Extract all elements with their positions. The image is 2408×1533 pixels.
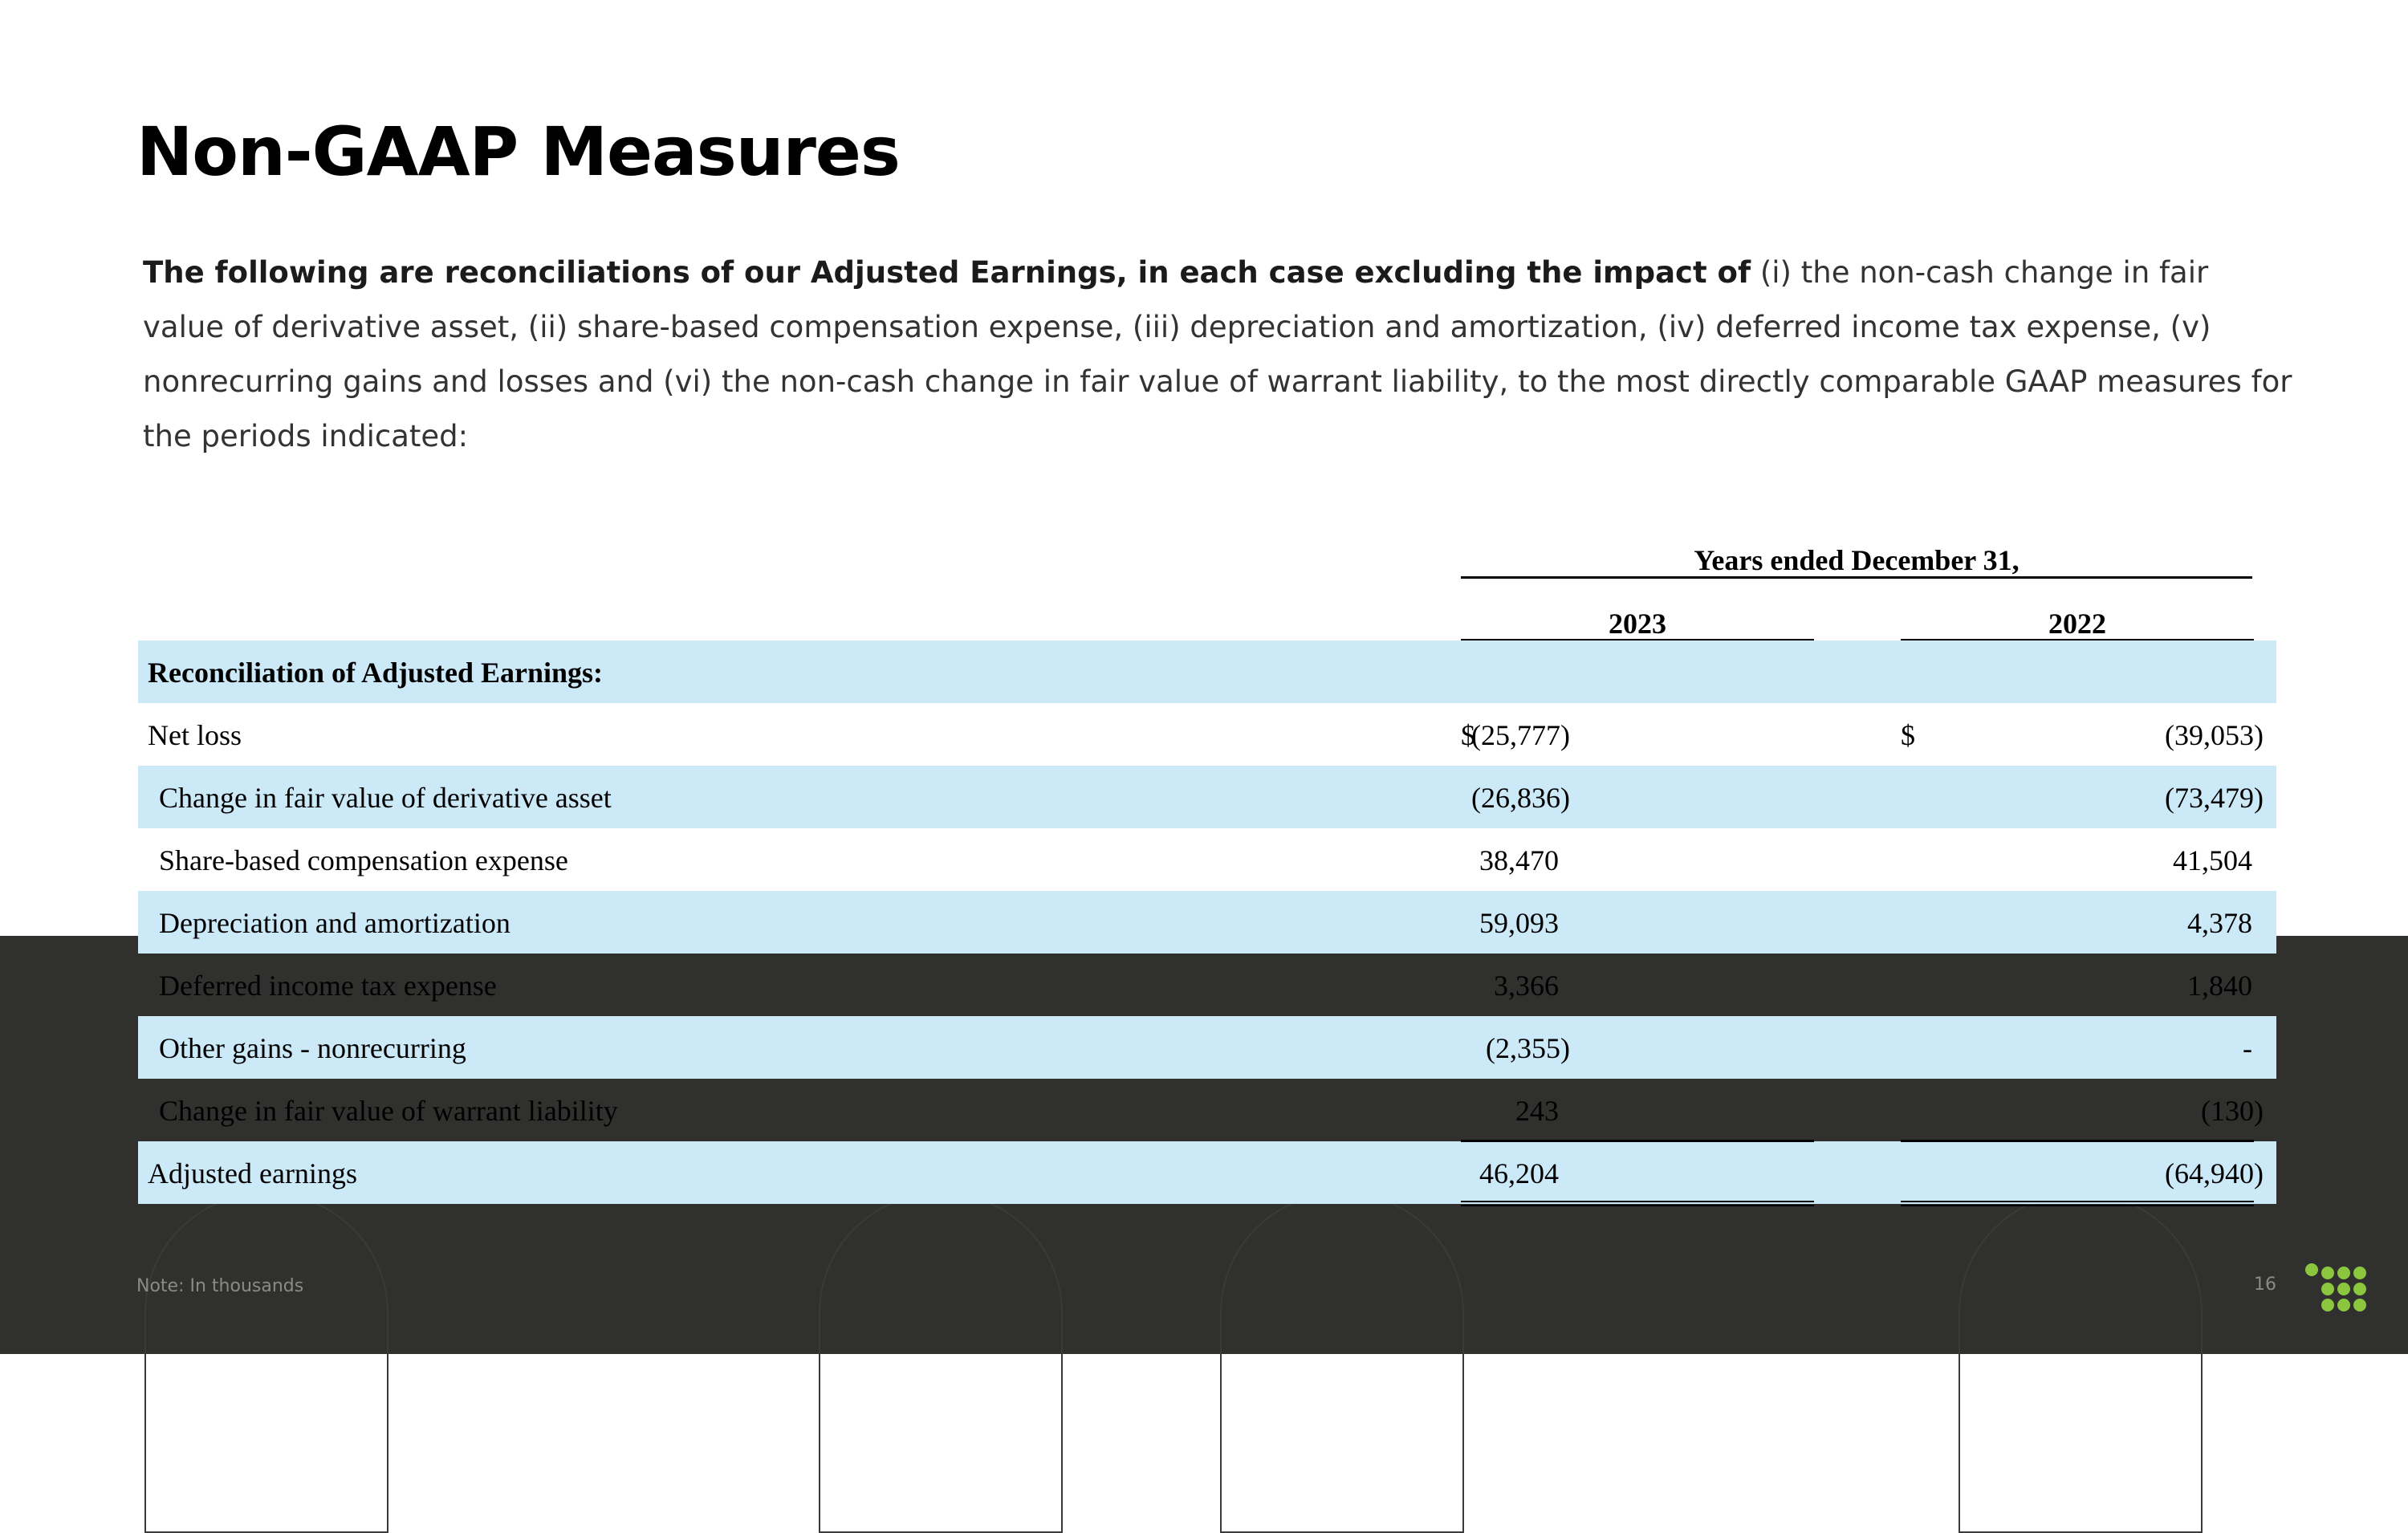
value-2023: 38,470 xyxy=(1479,844,1559,876)
row-label: Adjusted earnings xyxy=(148,1157,357,1189)
footnote: Note: In thousands xyxy=(136,1276,304,1296)
table-row xyxy=(138,891,2276,954)
value-2023: 46,204 xyxy=(1479,1157,1559,1189)
total-row xyxy=(138,1141,2276,1204)
page-title: Non-GAAP Measures xyxy=(136,112,900,191)
table-row xyxy=(138,766,2276,828)
table-body xyxy=(138,640,2276,1204)
value-2022: (73,479) xyxy=(2165,782,2264,814)
table-row xyxy=(138,828,2276,891)
intro-paragraph xyxy=(143,246,2294,464)
value-2022: 1,840 xyxy=(2187,970,2252,1002)
subtotal-rule xyxy=(1901,1140,2254,1142)
row-label: Share-based compensation expense xyxy=(159,844,568,876)
background-arch xyxy=(1959,1193,2203,1533)
period-header: Years ended December 31, xyxy=(1461,538,2252,579)
background-arch xyxy=(144,1193,388,1533)
row-label: Deferred income tax expense xyxy=(159,970,497,1002)
column-header-2023: 2023 xyxy=(1461,600,1814,641)
value-2022: - xyxy=(2243,1032,2252,1064)
row-label: Net loss xyxy=(148,719,242,751)
value-2023: 59,093 xyxy=(1479,907,1559,939)
subtotal-rule xyxy=(1461,1140,1814,1142)
value-2023: (2,355) xyxy=(1486,1032,1570,1064)
table-row xyxy=(138,954,2276,1016)
value-2022: (64,940) xyxy=(2165,1157,2264,1189)
value-2023: 3,366 xyxy=(1494,970,1559,1002)
total-double-rule xyxy=(1461,1201,1814,1206)
row-label: Change in fair value of derivative asset xyxy=(159,782,612,814)
value-2023: 243 xyxy=(1515,1095,1559,1127)
value-2022: (130) xyxy=(2201,1095,2264,1127)
row-label: Change in fair value of warrant liability xyxy=(159,1095,618,1127)
table-row xyxy=(138,1079,2276,1141)
currency-symbol: $ xyxy=(1461,719,1475,751)
table-row xyxy=(138,703,2276,766)
row-label: Other gains - nonrecurring xyxy=(159,1032,466,1064)
row-label: Depreciation and amortization xyxy=(159,907,510,939)
total-double-rule xyxy=(1901,1201,2254,1206)
value-2022: 4,378 xyxy=(2187,907,2252,939)
page-number: 16 xyxy=(2254,1275,2276,1295)
currency-symbol: $ xyxy=(1901,719,1915,751)
value-2022: (39,053) xyxy=(2165,719,2264,751)
column-header-2022: 2022 xyxy=(1901,600,2254,641)
background-arch xyxy=(1220,1193,1464,1533)
table-row xyxy=(138,1016,2276,1079)
company-logo-icon xyxy=(2305,1263,2366,1311)
value-2023: (25,777) xyxy=(1471,719,1570,751)
section-label: Reconciliation of Adjusted Earnings: xyxy=(148,657,604,689)
intro-bold-text: The following are reconciliations of our Adjusted Earnings, in each case excluding the impact of xyxy=(143,255,1751,290)
value-2022: 41,504 xyxy=(2173,844,2252,876)
background-arch xyxy=(819,1193,1063,1533)
section-header-row xyxy=(138,640,2276,703)
intro-text: (i) the non-cash change in fair value of derivative asset, (ii) share-based compensation expense, (iii) depreciation and amortization, (iv) deferred income tax expense, (v) nonrecurring gains and losses and (vi) the non-cash change in fair value of warrant liability, to the most directly comparable GAAP measures for the periods indicated: xyxy=(143,255,2292,453)
value-2023: (26,836) xyxy=(1471,782,1570,814)
